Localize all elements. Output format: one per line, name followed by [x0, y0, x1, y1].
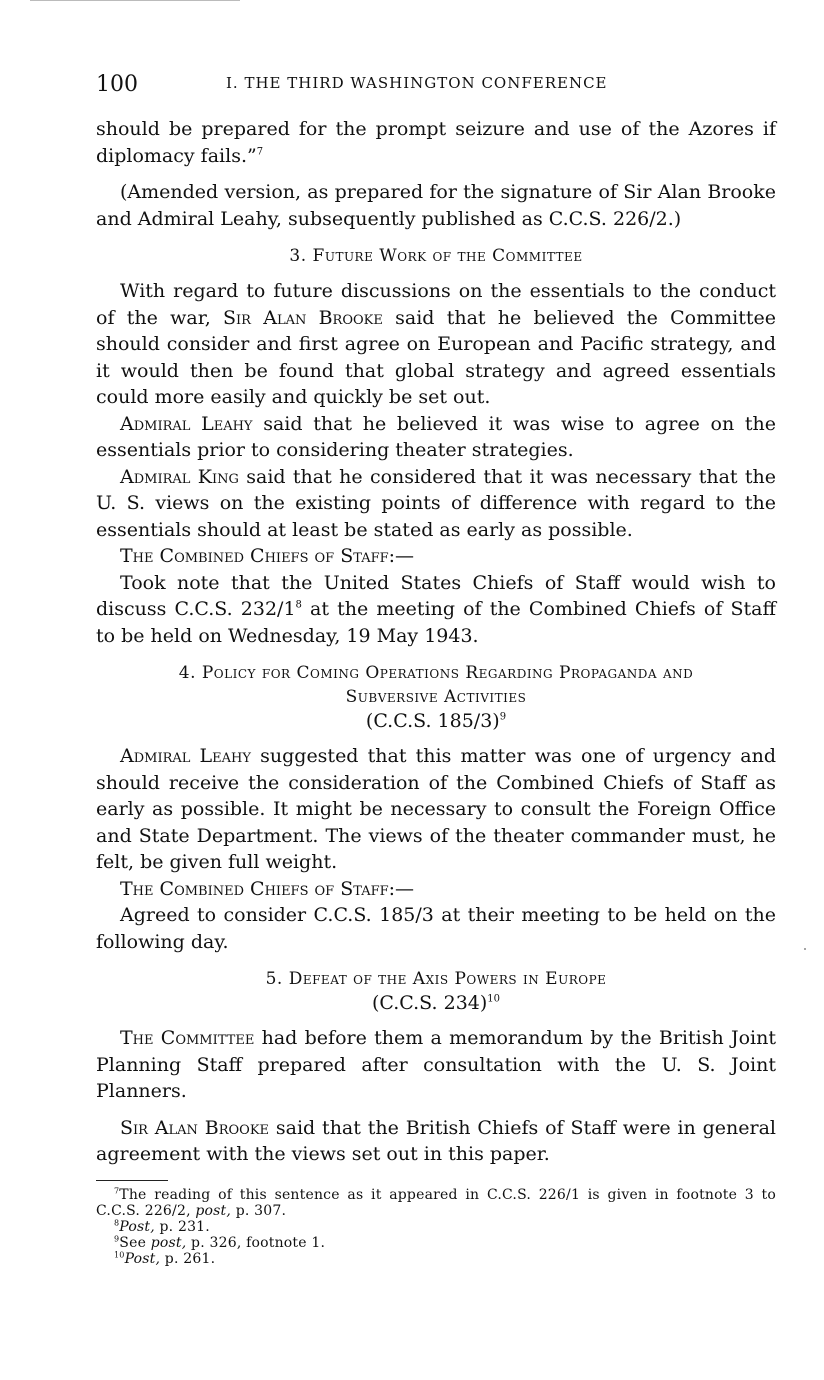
page-number: 100 [96, 72, 138, 97]
footnote-ref: 10 [487, 993, 501, 1005]
footnote: $^{10}$Post, p. 261. [114, 1249, 216, 1267]
paragraph: The Committee had before them a memorandum by the British Joint Planning Staff prepared after consultation with the U. S. Joint Planners. [96, 1027, 776, 1102]
decision-label: The Combined Chiefs of Staff:— [120, 877, 415, 900]
paragraph: should be prepared for the prompt seizure and use of the Azores if diplomacy fails.”$^7$ [96, 118, 776, 167]
paragraph: Admiral Leahy suggested that this matter was one of urgency and should receive the consideration of the Combined Chiefs of Staff as early as possible. It might be necessary to consult the Foreign Office and State Department. The views of the theater commander must, he felt, be given full weight. [96, 745, 776, 873]
footnote-ref: 8 [295, 599, 302, 611]
paragraph: Admiral Leahy said that he believed it was wise to agree on the essentials prior to considering theater strategies. [96, 412, 777, 461]
footnote-rule [96, 1180, 168, 1181]
paragraph: Agreed to consider C.C.S. 185/3 at their meeting to be held on the following day. [96, 904, 776, 953]
paragraph: Admiral King said that he considered that it was necessary that the U. S. views on the existing points of difference with regard to the essentials should at least be stated as early as possible. [96, 465, 777, 541]
footnote-ref: 7 [256, 146, 264, 158]
speaker-name: Sir Alan Brooke [223, 306, 383, 329]
footnote: $^8$Post, p. 231. [114, 1217, 210, 1235]
footnote-ref: 9 [499, 711, 507, 723]
speaker-name: Admiral King [120, 465, 239, 488]
speaker-name: Sir Alan Brooke [120, 1116, 270, 1139]
heading-reference: (C.C.S. 185/3)$^9$ [365, 710, 507, 732]
section-heading: 3. Future Work of the Committee [289, 246, 583, 266]
top-rule [30, 0, 240, 1]
decision-label: The Combined Chiefs of Staff:— [120, 545, 415, 567]
footnote: $^7$The reading of this sentence as it appeared in C.C.S. 226/1 is given in footnote 3 to C.C.S. 226/2, post, p. 307. [96, 1185, 776, 1219]
paragraph: Sir Alan Brooke said that the British Chiefs of Staff were in general agreement with the views set out in this paper. [96, 1116, 776, 1165]
scan-speck [804, 948, 806, 950]
footnotes [96, 1187, 776, 1267]
page-body [96, 116, 776, 1267]
heading-reference: (C.C.S. 234)$^{10}$ [371, 992, 501, 1014]
page-header [96, 72, 776, 102]
paragraph: Took note that the United States Chiefs of Staff would wish to discuss C.C.S. $232/1^8$ at the meeting of the Combined Chiefs of Staff to be held on Wednesday, 19 May 1943. [96, 571, 776, 647]
section-heading: 5. Defeat of the Axis Powers in Europe (C.C.S. 234)$^{10}$ [96, 967, 776, 1015]
speaker-name: The Committee [120, 1027, 255, 1049]
footnote: $^9$See post, p. 326, footnote 1. [114, 1233, 326, 1251]
speaker-name: Admiral Leahy [120, 412, 253, 435]
paragraph: With regard to future discussions on the essentials to the conduct of the war, Sir Alan Brooke said that he believed the Committee should consider and first agree on European and Pacific strategy, and it would then be found that global strategy and agreed essentials could more easily and quickly be set out. [96, 280, 776, 408]
speaker-name: Admiral Leahy [120, 745, 251, 767]
section-heading: 4. Policy for Coming Operations Regarding Propaganda and Subversive Activities (C.C.S. 185/3)$^9$ [96, 661, 776, 733]
paragraph: (Amended version, as prepared for the signature of Sir Alan Brooke and Admiral Leahy, subsequently published as C.C.S. 226/2.) [96, 181, 776, 230]
running-head: I. THE THIRD WASHINGTON CONFERENCE [226, 74, 608, 92]
